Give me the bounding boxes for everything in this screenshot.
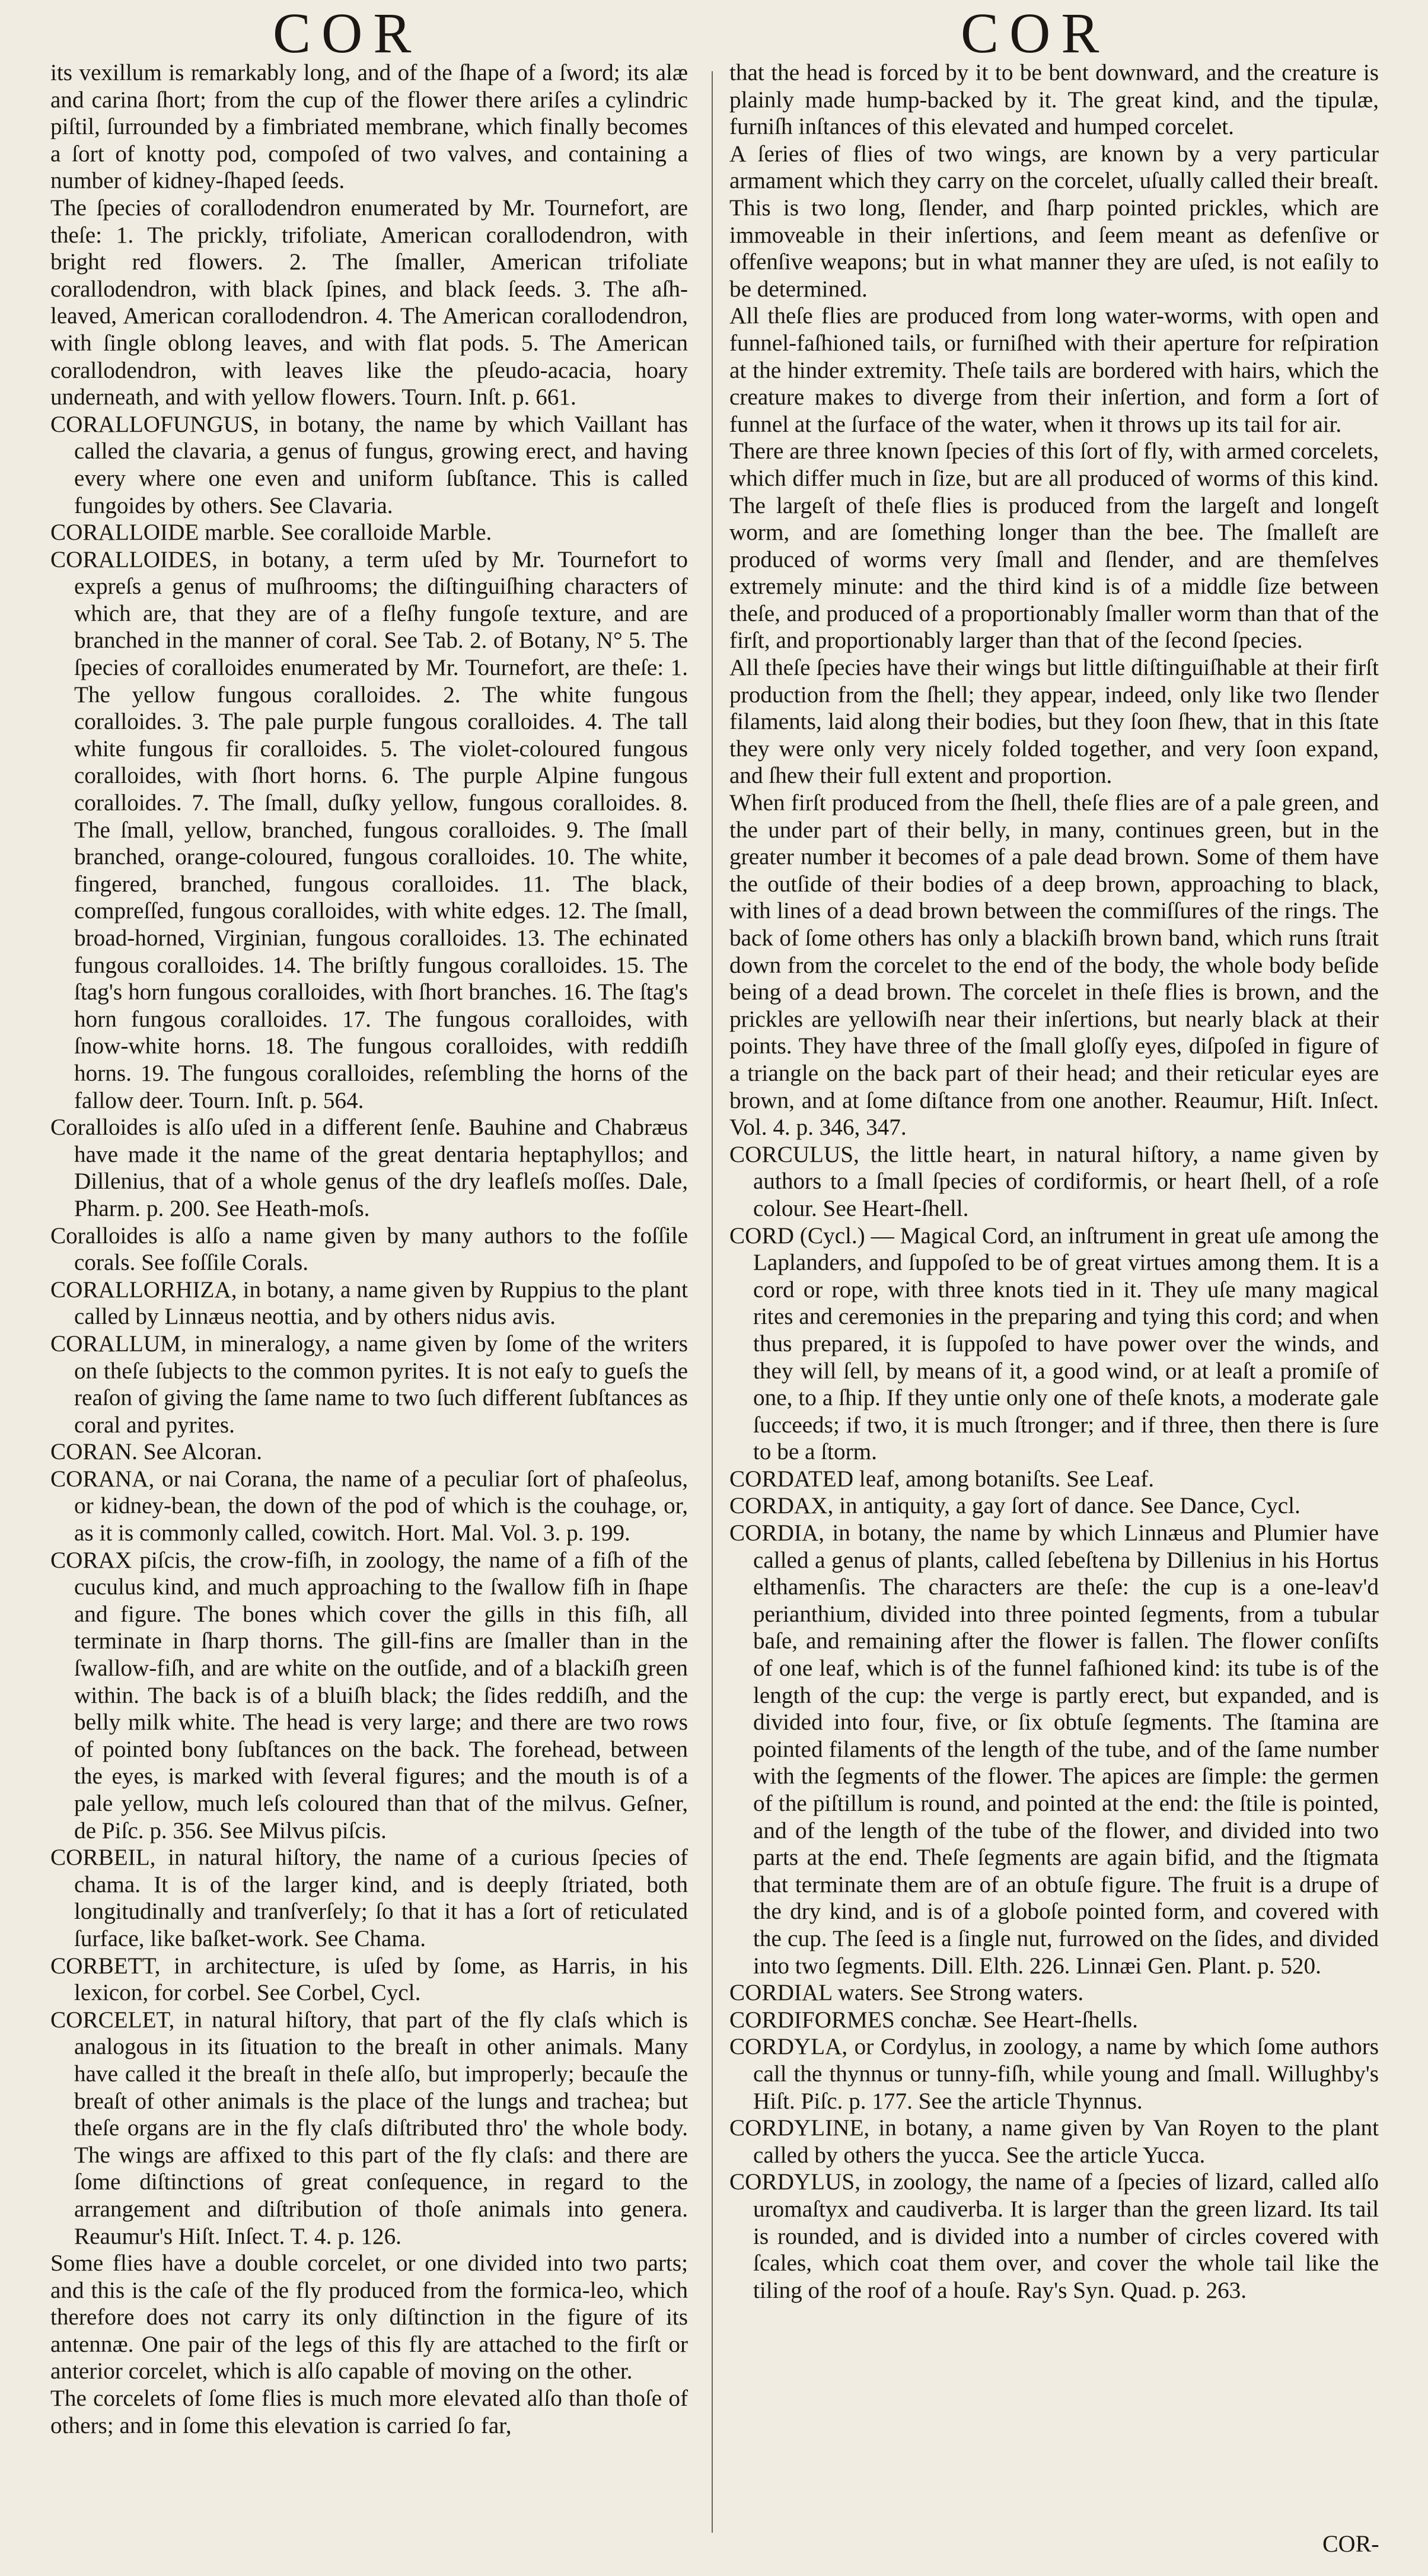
paragraph: Some flies have a double corcelet, or one divided into two parts; and this is the caſe of the fly produced from the formica-leo, which therefore does not carry its only diſtinction in the figure of its antennæ. One pair of the legs of this fly are attached to the firſt or anterior corcelet, which is alſo capable of moving on the other. [50,2250,688,2384]
entry: Coralloides is alſo uſed in a different ſenſe. Bauhine and Chabræus have made it the name of the great dentaria heptaphyllos; and Dillenius, that of a whole genus of the dry leafleſs moſſes. Dale, Pharm. p. 200. See Heath-moſs. [50,1115,688,1221]
right-column [729,59,1379,2304]
entry: CORDATED leaf, among botaniſts. See Leaf. [729,1466,1155,1492]
paragraph: All theſe ſpecies have their wings but little diſtinguiſhable at their firſt production from the ſhell; they appear, indeed, only like two ſlender filaments, laid along their bodies, but they ſoon ſhew, that in this ſtate they were only very nicely folded together, and very ſoon expand, and ſhew their full extent and proportion. [729,655,1379,789]
paragraph: The ſpecies of corallodendron enumerated by Mr. Tournefort, are theſe: 1. The prickly, trifoliate, American corallodendron, with bright red flowers. 2. The ſmaller, American trifoliate corallodendron, with black ſpines, and black ſeeds. 3. The aſh-leaved, American corallodendron. 4. The American corallodendron, with ſingle oblong leaves, and with flat pods. 5. The American corallodendron, with leaves like the pſeudo-acacia, hoary underneath, and with yellow flowers. Tourn. Inſt. p. 661. [50,195,688,410]
entry: CORCELET, in natural hiſtory, that part of the fly claſs which is analogous in its ſituation to the breaſt in other animals. Many have called it the breaſt in theſe alſo, but improperly; becauſe the breaſt of other animals is the place of the lungs and trachea; but theſe organs are in the fly claſs diſtributed thro' the whole body. The wings are affixed to this part of the fly claſs: and there are ſome diſtinctions of great conſequence, in regard to the arrangement and diſtribution of thoſe animals into genera. Reaumur's Hiſt. Inſect. T. 4. p. 126. [50,2007,688,2249]
paragraph: When firſt produced from the ſhell, theſe flies are of a pale green, and the under part of their belly, in many, continues green, but in the greater number it becomes of a pale dead brown. Some of them have the outſide of their bodies of a deep brown, approaching to black, with lines of a dead brown between the commiſſures of the rings. The back of ſome others has only a blackiſh brown band, which runs ſtrait down from the corcelet to the end of the body, the whole body beſide being of a dead brown. The corcelet in theſe flies is brown, and the prickles are yellowiſh near their inſertions, but nearly black at their points. They have three of the ſmall gloſſy eyes, diſpoſed in figure of a triangle on the back part of their head; and their reticular eyes are brown, and at ſome diſtance from one another. Reaumur, Hiſt. Inſect. Vol. 4. p. 346, 347. [729,790,1379,1141]
entry: CORDAX, in antiquity, a gay ſort of dance. See Dance, Cycl. [729,1493,1301,1519]
entry: CORDIA, in botany, the name by which Linnæus and Plumier have called a genus of plants, called ſebeſtena by Dillenius in his Hortus elthamenſis. The characters are theſe: the cup is a one-leav'd perianthium, divided into three pointed ſegments, from a tubular baſe, and remaining after the flower is fallen. The flower conſiſts of one leaf, which is of the funnel faſhioned kind: its tube is of the length of the cup: the verge is partly erect, but expanded, and is divided into four, five, or ſix obtuſe ſegments. The ſtamina are pointed filaments of the length of the tube, and of the ſame number with the ſegments of the flower. The apices are ſimple: the germen of the piſtillum is round, and pointed at the end: the ſtile is pointed, and of the length of the tube of the flower, and divided into two parts at the end. Theſe ſegments are again bifid, and the ſtigmata that terminate them are of an obtuſe figure. The fruit is a drupe of the dry kind, and is of a globoſe pointed form, and covered with the cup. The ſeed is a ſingle nut, furrowed on the ſides, and divided into two ſegments. Dill. Elth. 226. Linnæi Gen. Plant. p. 520. [729,1520,1379,1979]
entry: CORALLORHIZA, in botany, a name given by Ruppius to the plant called by Linnæus neottia, and by others nidus avis. [50,1276,688,1330]
entry: CORANA, or nai Corana, the name of a peculiar ſort of phaſeolus, or kidney-bean, the down of the pod of which is the couhage, or, as it is commonly called, cowitch. Hort. Mal. Vol. 3. p. 199. [50,1466,688,1546]
paragraph: that the head is forced by it to be bent downward, and the creature is plainly made hump-backed by it. The great kind, and the tipulæ, furniſh inſtances of this elevated and humped corcelet. [729,60,1379,140]
entry: CORDIFORMES conchæ. See Heart-ſhells. [729,2007,1138,2033]
header-left: COR [273,1,422,65]
paragraph: All theſe flies are produced from long water-worms, with open and funnel-faſhioned tails, or furniſhed with their aperture for reſpiration at the hinder extremity. Theſe tails are bordered with hairs, which the creature makes to diverge from their inſertion, and form a ſort of funnel at the ſurface of the water, when it throws up its tail for air. [729,303,1379,437]
entry: CORALLOIDE marble. See coralloide Marble. [50,520,492,546]
paragraph: There are three known ſpecies of this ſort of fly, with armed corcelets, which differ much in ſize, but are all produced of worms of this kind. The largeſt of theſe flies is produced from the largeſt and longeſt worm, and are ſomething longer than the bee. The ſmalleſt are produced of worms very ſmall and ſlender, and are themſelves extremely minute: and the third kind is of a middle ſize between theſe, and produced of a proportionably ſmaller worm than that of the firſt, and proportionably larger than that of the ſecond ſpecies. [729,438,1379,654]
entry: Coralloides is alſo a name given by many authors to the foſſile corals. See foſſile Corals. [50,1222,688,1276]
entry: CORALLOFUNGUS, in botany, the name by which Vaillant has called the clavaria, a genus of fungus, growing erect, and having every where one even and uniform ſubſtance. This is called fungoides by others. See Clavaria. [50,411,688,518]
entry: CORD (Cycl.) — Magical Cord, an inſtrument in great uſe among the Laplanders, and ſuppoſed to be of great virtues among them. It is a cord or rope, with three knots tied in it. They uſe many magical rites and ceremonies in the preparing and tying this cord; and when thus prepared, it is ſuppoſed to have power over the winds, and they will ſell, by means of it, a good wind, or at leaſt a promiſe of one, to a ſhip. If they untie only one of theſe knots, a moderate gale ſucceeds; if two, it is much ſtronger; and if three, then there is ſure to be a ſtorm. [729,1222,1379,1465]
paragraph: A ſeries of flies of two wings, are known by a very particular armament which they carry on the corcelet, uſually called their breaſt. This is two long, ſlender, and ſharp pointed prickles, which are immoveable in their inſertions, and ſeem meant as defenſive or offenſive weapons; but in what manner they are uſed, is not eaſily to be determined. [729,141,1379,302]
column-divider [712,71,713,2533]
header-right: COR [961,1,1110,65]
entry: CORDIAL waters. See Strong waters. [729,1980,1084,2006]
catchword: COR- [1322,2530,1379,2557]
entry: CORALLUM, in mineralogy, a name given by ſome of the writers on theſe ſubjects to the common pyrites. It is not eaſy to gueſs the reaſon of giving the ſame name to two ſuch different ſubſtances as coral and pyrites. [50,1330,688,1438]
entry: CORBEIL, in natural hiſtory, the name of a curious ſpecies of chama. It is of the larger kind, and is deeply ſtriated, both longitudinally and tranſverſely; ſo that it has a ſort of reticulated ſurface, like baſket-work. See Chama. [50,1845,688,1951]
entry: CORDYLUS, in zoology, the name of a ſpecies of lizard, called alſo uromaſtyx and caudiverba. It is larger than the green lizard. Its tail is rounded, and is divided into a number of circles covered with ſcales, which coat them over, and cover the whole tail like the tiling of the roof of a houſe. Ray's Syn. Quad. p. 263. [729,2169,1379,2303]
entry: CORAN. See Alcoran. [50,1439,262,1465]
left-column [50,59,688,2439]
entry: CORBETT, in architecture, is uſed by ſome, as Harris, in his lexicon, for corbel. See Corbel, Cycl. [50,1953,688,2006]
paragraph: its vexillum is remarkably long, and of the ſhape of a ſword; its alæ and carina ſhort; from the cup of the flower there ariſes a cylindric piſtil, ſurrounded by a fimbriated membrane, which finally becomes a ſort of knotty pod, compoſed of two valves, and containing a number of kidney-ſhaped ſeeds. [50,60,688,194]
entry: CORALLOIDES, in botany, a term uſed by Mr. Tournefort to expreſs a genus of muſhrooms; the diſtinguiſhing characters of which are, that they are of a fleſhy fungoſe texture, and are branched in the manner of coral. See Tab. 2. of Botany, N° 5. The ſpecies of coralloides enumerated by Mr. Tournefort, are theſe: 1. The yellow fungous coralloides. 2. The white fungous coralloides. 3. The pale purple fungous coralloides. 4. The tall white fungous fir coralloides. 5. The violet-coloured fungous coralloides, with ſhort horns. 6. The purple Alpine fungous coralloides. 7. The ſmall, duſky yellow, fungous coralloides. 8. The ſmall, yellow, branched, fungous coralloides. 9. The ſmall branched, orange-coloured, fungous coralloides. 10. The white, fingered, branched, fungous coralloides. 11. The black, compreſſed, fungous coralloides, with white edges. 12. The ſmall, broad-horned, Virginian, fungous coralloides. 13. The echinated fungous coralloides. 14. The briſtly fungous coralloides. 15. The ſtag's horn fungous coralloides, with ſhort branches. 16. The ſtag's horn fungous coralloides. 17. The fungous coralloides, with ſnow-white horns. 18. The fungous coralloides, with reddiſh horns. 19. The fungous coralloides, reſembling the horns of the fallow deer. Tourn. Inſt. p. 564. [50,546,688,1113]
entry: CORDYLA, or Cordylus, in zoology, a name by which ſome authors call the thynnus or tunny-fiſh, while young and ſmall. Willughby's Hiſt. Piſc. p. 177. See the article Thynnus. [729,2034,1379,2114]
entry: CORDYLINE, in botany, a name given by Van Royen to the plant called by others the yucca. See the article Yucca. [729,2115,1379,2168]
paragraph: The corcelets of ſome flies is much more elevated alſo than thoſe of others; and in ſome this elevation is carried ſo far, [50,2386,688,2438]
entry: CORAX piſcis, the crow-fiſh, in zoology, the name of a fiſh of the cuculus kind, and much approaching to the ſwallow fiſh in ſhape and figure. The bones which cover the gills in this fiſh, all terminate in ſharp thorns. The gill-fins are ſmaller than in the ſwallow-fiſh, and are white on the outſide, and of a blackiſh green within. The back is of a bluiſh black; the ſides reddiſh, and the belly milk white. The head is very large; and there are two rows of pointed bony ſubſtances on the back. The forehead, between the eyes, is marked with ſeveral figures; and the mouth is of a pale yellow, much leſs coloured than that of the milvus. Geſner, de Piſc. p. 356. See Milvus piſcis. [50,1547,688,1843]
entry: CORCULUS, the little heart, in natural hiſtory, a name given by authors to a ſmall ſpecies of cordiformis, or heart ſhell, of a roſe colour. See Heart-ſhell. [729,1141,1379,1221]
